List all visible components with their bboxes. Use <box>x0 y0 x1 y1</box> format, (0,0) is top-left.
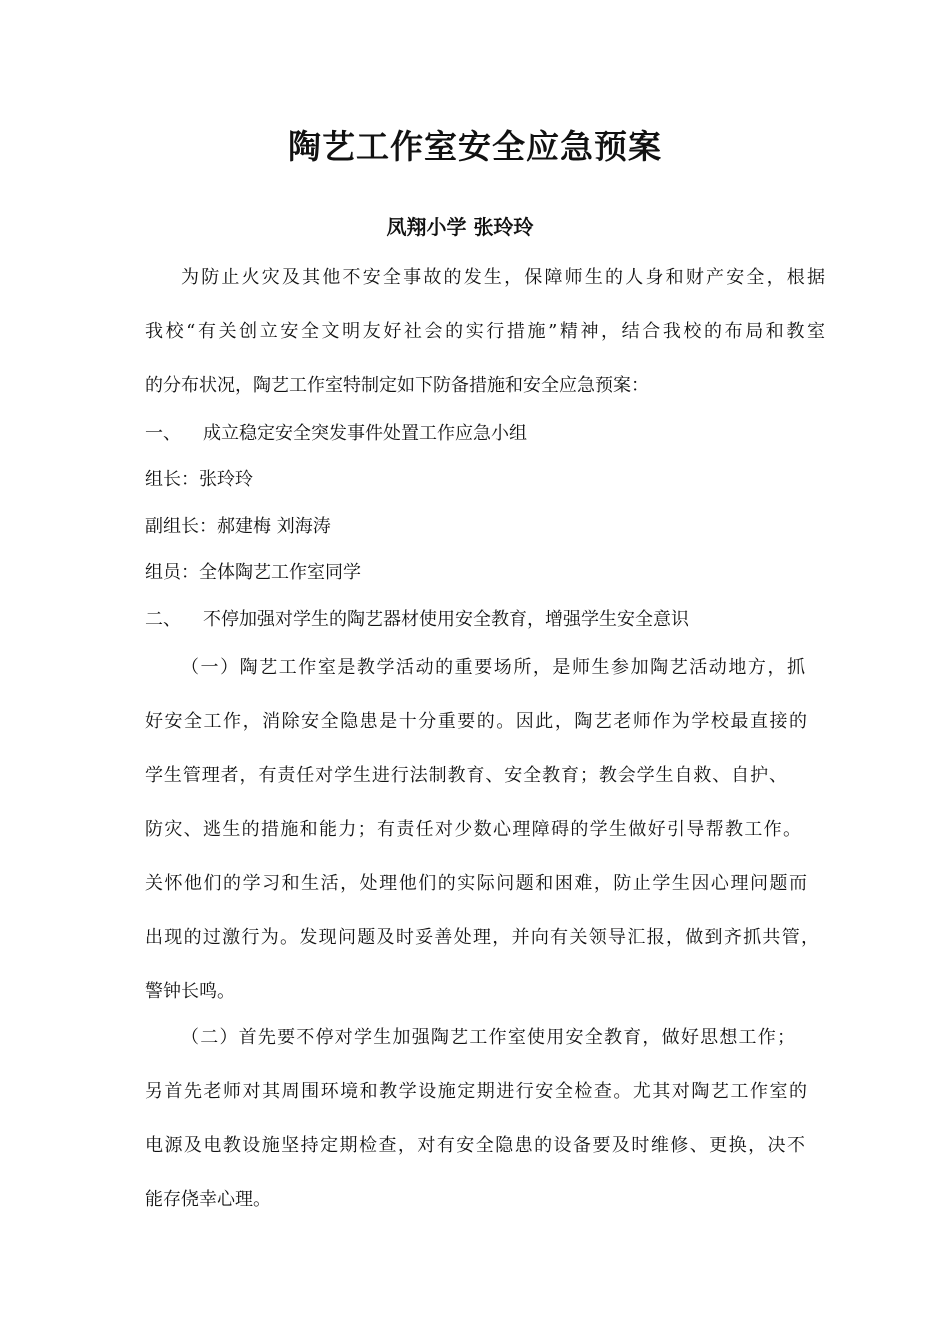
para1-line-6: 出现的过激行为。发现问题及时妥善处理，并向有关领导汇报，做到齐抓共管， <box>145 927 819 948</box>
section-2-title: 不停加强对学生的陶艺器材使用安全教育，增强学生安全意识 <box>203 609 689 630</box>
group-leader: 组长：张玲玲 <box>145 469 253 490</box>
para1-line-4: 防灾、逃生的措施和能力；有责任对少数心理障碍的学生做好引导帮教工作。 <box>145 819 801 840</box>
para2-line-1: （二）首先要不停对学生加强陶艺工作室使用安全教育，做好思想工作； <box>181 1027 795 1048</box>
group-members: 组员：全体陶艺工作室同学 <box>145 562 361 583</box>
para1-line-1: （一）陶艺工作室是教学活动的重要场所，是师生参加陶艺活动地方，抓 <box>181 657 805 678</box>
section-1-number: 一、 <box>145 423 181 444</box>
section-2-heading <box>145 604 825 636</box>
para1-line-7: 警钟长鸣。 <box>145 981 235 1002</box>
section-1-heading <box>145 418 825 450</box>
section-1-title: 成立稳定安全突发事件处置工作应急小组 <box>203 423 527 444</box>
para1-line-5: 关怀他们的学习和生活，处理他们的实际问题和困难，防止学生因心理问题而 <box>145 873 807 894</box>
intro-line-1: 为防止火灾及其他不安全事故的发生，保障师生的人身和财产安全，根据 <box>181 267 825 288</box>
para1-line-2: 好安全工作，消除安全隐患是十分重要的。因此，陶艺老师作为学校最直接的 <box>145 711 807 732</box>
document-subtitle: 凤翔小学 张玲玲 <box>386 215 534 239</box>
para1-line-3: 学生管理者，有责任对学生进行法制教育、安全教育；教会学生自救、自护、 <box>145 765 787 786</box>
para2-line-4: 能存侥幸心理。 <box>145 1189 271 1210</box>
group-deputy-leader: 副组长：郝建梅 刘海涛 <box>145 516 331 537</box>
section-2-number: 二、 <box>145 609 181 630</box>
intro-line-2: 我校“有关创立安全文明友好社会的实行措施”精神，结合我校的布局和教室 <box>145 321 825 342</box>
para2-line-2: 另首先老师对其周围环境和教学设施定期进行安全检查。尤其对陶艺工作室的 <box>145 1081 807 1102</box>
document-title: 陶艺工作室安全应急预案 <box>288 127 662 166</box>
intro-line-3: 的分布状况，陶艺工作室特制定如下防备措施和安全应急预案： <box>145 375 649 396</box>
para2-line-3: 电源及电教设施坚持定期检查，对有安全隐患的设备要及时维修、更换，决不 <box>145 1135 805 1156</box>
